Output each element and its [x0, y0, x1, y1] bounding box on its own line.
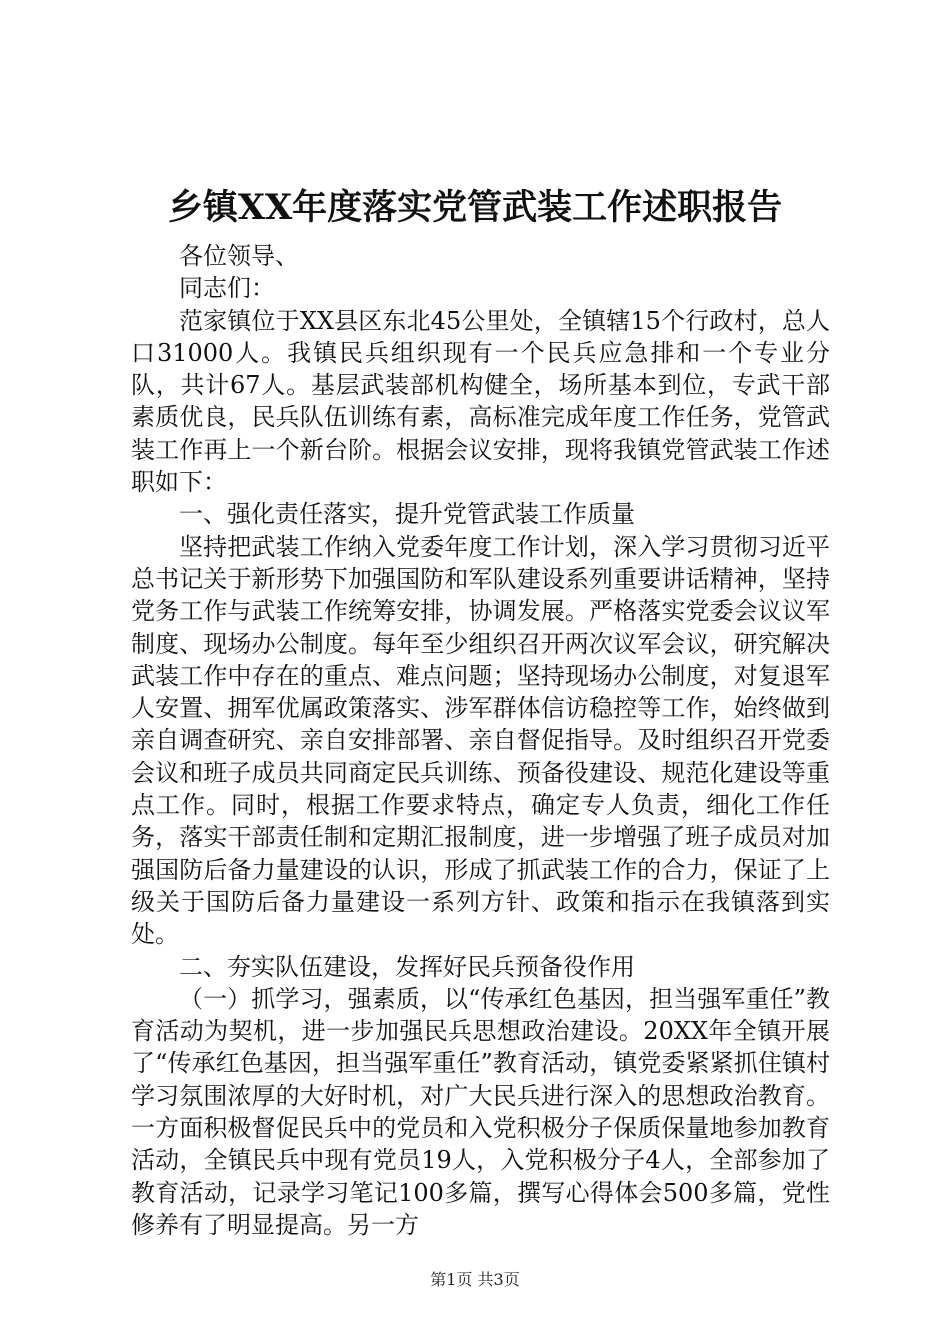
- section-1-paragraph: 坚持把武装工作纳入党委年度工作计划，深入学习贯彻习近平总书记关于新形势下加强国防和军队建设系列重要讲话精神，坚持党务工作与武装工作统筹安排，协调发展。严格落实党委会议议军制度、现场办公制度。每年至少组织召开两次议军会议，研究解决武装工作中存在的重点、难点问题；坚持现场办公制度，对复退军人安置、拥军优属政策落实、涉军群体信访稳控等工作，始终做到亲自调查研究、亲自安排部署、亲自督促指导。及时组织召开党委会议和班子成员共同商定民兵训练、预备役建设、规范化建设等重点工作。同时，根据工作要求特点，确定专人负责，细化工作任务，落实干部责任制和定期汇报制度，进一步增强了班子成员对加强国防后备力量建设的认识，形成了抓武装工作的合力，保证了上级关于国防后备力量建设一系列方针、政策和指示在我镇落到实处。: [131, 532, 830, 949]
- section-2-paragraph: （一）抓学习，强素质，以“传承红色基因，担当强军重任”教育活动为契机，进一步加强民兵思想政治建设。20XX年全镇开展了“传承红色基因，担当强军重任”教育活动，镇党委紧紧抓住镇村学习氛围浓厚的大好时机，对广大民兵进行深入的思想政治教育。一方面积极督促民兵中的党员和入党积极分子保质保量地参加教育活动，全镇民兵中现有党员19人，入党积极分子4人，全部参加了教育活动，记录学习笔记100多篇，撰写心得体会500多篇，党性修养有了明显提高。另一方: [131, 984, 830, 1239]
- salutation-line-1: 各位领导、: [179, 242, 299, 270]
- page-footer: 第1页 共3页: [430, 1270, 520, 1289]
- salutation-line-2: 同志们：: [179, 274, 275, 303]
- document-body: [131, 240, 830, 1241]
- intro-paragraph: 范家镇位于XX县区东北45公里处，全镇辖15个行政村，总人口31000人。我镇民兵组织现有一个民兵应急排和一个专业分队，共计67人。基层武装部机构健全，场所基本到位，专武干部素质优良，民兵队伍训练有素，高标准完成年度工作任务，党管武装工作再上一个新台阶。根据会议安排，现将我镇党管武装工作述职如下：: [131, 306, 830, 497]
- section-heading-1: 一、强化责任落实，提升党管武装工作质量: [179, 500, 635, 529]
- document-title: 乡镇XX年度落实党管武装工作述职报告: [167, 187, 783, 228]
- section-heading-2: 二、夯实队伍建设，发挥好民兵预备役作用: [179, 952, 635, 981]
